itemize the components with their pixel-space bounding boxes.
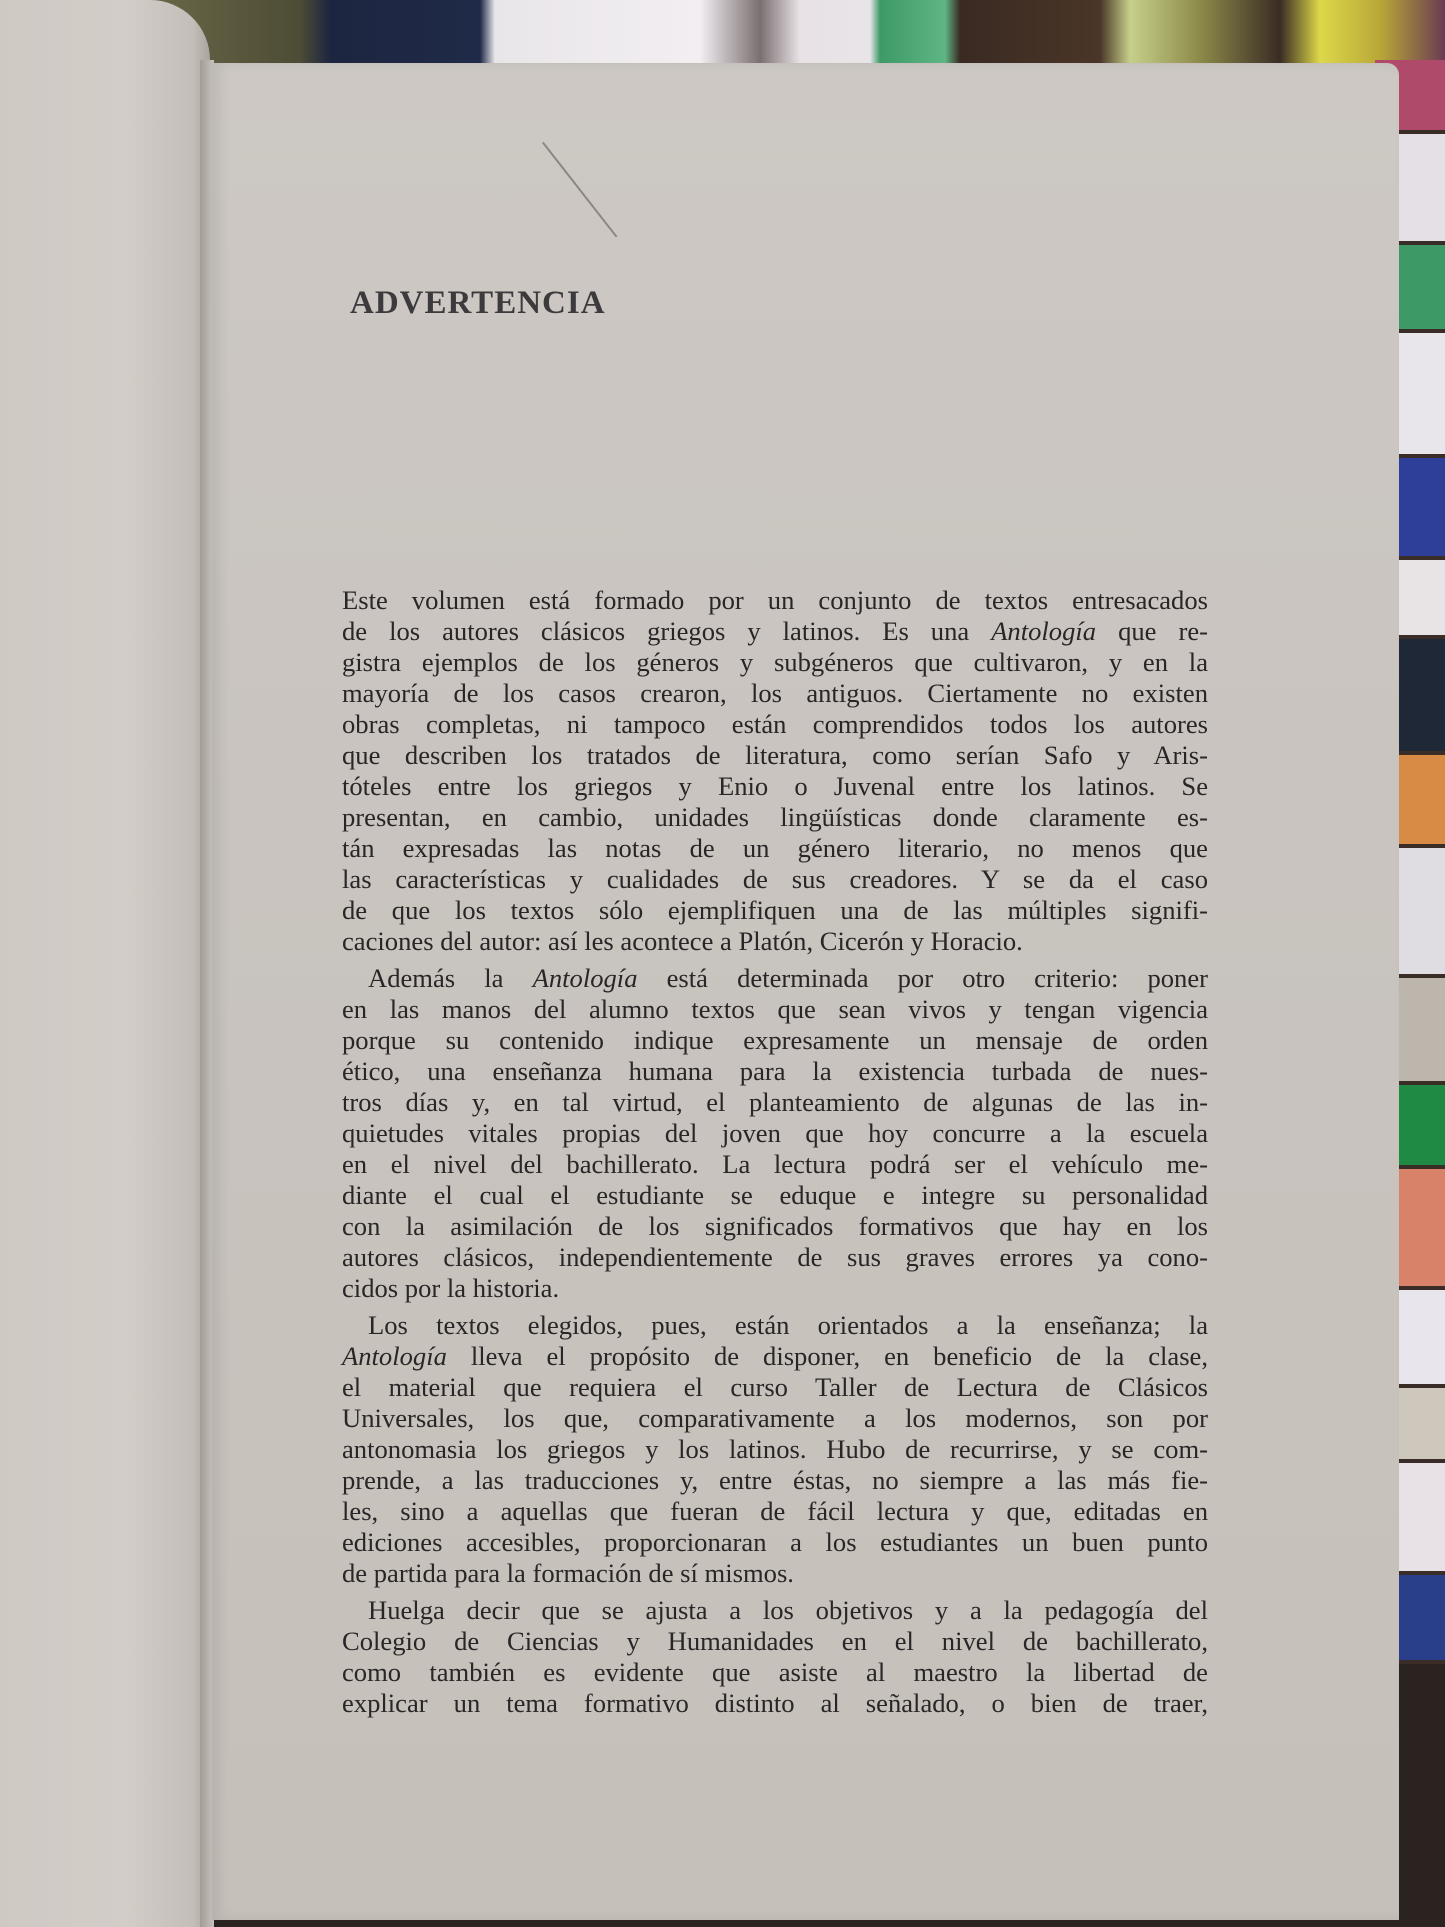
text-line: autores clásicos, independientemente de sus graves errores ya cono- [342, 1242, 1208, 1272]
text-line: Los textos elegidos, pues, están orientados a la enseñanza; la [368, 1310, 1208, 1340]
text-line: caciones del autor: así les acontece a Platón, Cicerón y Horacio. [342, 926, 1023, 956]
text-line: explicar un tema formativo distinto al señalado, o bien de traer, [342, 1688, 1208, 1718]
text-line: de partida para la formación de sí mismos. [342, 1558, 794, 1588]
text-line: obras completas, ni tampoco están comprendidos todos los autores [342, 709, 1208, 739]
text-line: de que los textos sólo ejemplifiquen una de las múltiples signifi- [342, 895, 1208, 925]
page-crease [542, 142, 617, 238]
text-line: ético, una enseñanza humana para la existencia turbada de nues- [342, 1056, 1208, 1086]
text-line: tóteles entre los griegos y Enio o Juvenal entre los latinos. Se [342, 771, 1208, 801]
text-line: presentan, en cambio, unidades lingüísticas donde claramente es- [342, 802, 1208, 832]
paragraph [342, 1595, 1208, 1719]
left-page [0, 0, 210, 1927]
text-line: como también es evidente que asiste al maestro la libertad de [342, 1657, 1208, 1687]
text-line: Colegio de Ciencias y Humanidades en el nivel de bachillerato, [342, 1626, 1208, 1656]
text-line: Además la Antología está determinada por otro criterio: poner [368, 963, 1209, 993]
text-line: diante el cual el estudiante se eduque e integre su personalidad [342, 1180, 1208, 1210]
text-line: cidos por la historia. [342, 1273, 560, 1303]
text-line: en las manos del alumno textos que sean vivos y tengan vigencia [342, 994, 1208, 1024]
text-line: en el nivel del bachillerato. La lectura podrá ser el vehículo me- [342, 1149, 1208, 1179]
text-line: quietudes vitales propias del joven que hoy concurre a la escuela [342, 1118, 1208, 1148]
paragraph [342, 1310, 1208, 1589]
text-line: con la asimilación de los significados formativos que hay en los [342, 1211, 1208, 1241]
body-text [342, 585, 1208, 1725]
text-line: Huelga decir que se ajusta a los objetivos y a la pedagogía del [368, 1595, 1208, 1625]
text-line: ediciones accesibles, proporcionaran a los estudiantes un buen punto [342, 1527, 1208, 1557]
text-line: Universales, los que, comparativamente a los modernos, son por [342, 1403, 1208, 1433]
text-line: mayoría de los casos crearon, los antiguos. Ciertamente no existen [342, 678, 1208, 708]
text-line: el material que requiera el curso Taller de Lectura de Clásicos [342, 1372, 1208, 1402]
text-line: tán expresadas las notas de un género literario, no menos que [342, 833, 1208, 863]
page-heading: ADVERTENCIA [350, 285, 606, 321]
paragraph [342, 963, 1208, 1304]
text-line: que describen los tratados de literatura, como serían Safo y Aris- [342, 740, 1208, 770]
text-line: prende, a las traducciones y, entre éstas, no siempre a las más fie- [342, 1465, 1208, 1495]
text-line: les, sino a aquellas que fueran de fácil lectura y que, editadas en [342, 1496, 1208, 1526]
text-line: Antología lleva el propósito de disponer, en beneficio de la clase, [342, 1341, 1208, 1371]
text-line: tros días y, en tal virtud, el planteamiento de algunas de las in- [342, 1087, 1208, 1117]
text-line: Este volumen está formado por un conjunto de textos entresacados [342, 585, 1208, 615]
text-line: gistra ejemplos de los géneros y subgéneros que cultivaron, y en la [342, 647, 1208, 677]
paragraph [342, 585, 1208, 957]
text-line: antonomasia los griegos y los latinos. Hubo de recurrirse, y se com- [342, 1434, 1208, 1464]
text-line: de los autores clásicos griegos y latinos. Es una Antología que re- [342, 616, 1208, 646]
text-line: porque su contenido indique expresamente un mensaje de orden [342, 1025, 1208, 1055]
text-line: las características y cualidades de sus creadores. Y se da el caso [342, 864, 1208, 894]
